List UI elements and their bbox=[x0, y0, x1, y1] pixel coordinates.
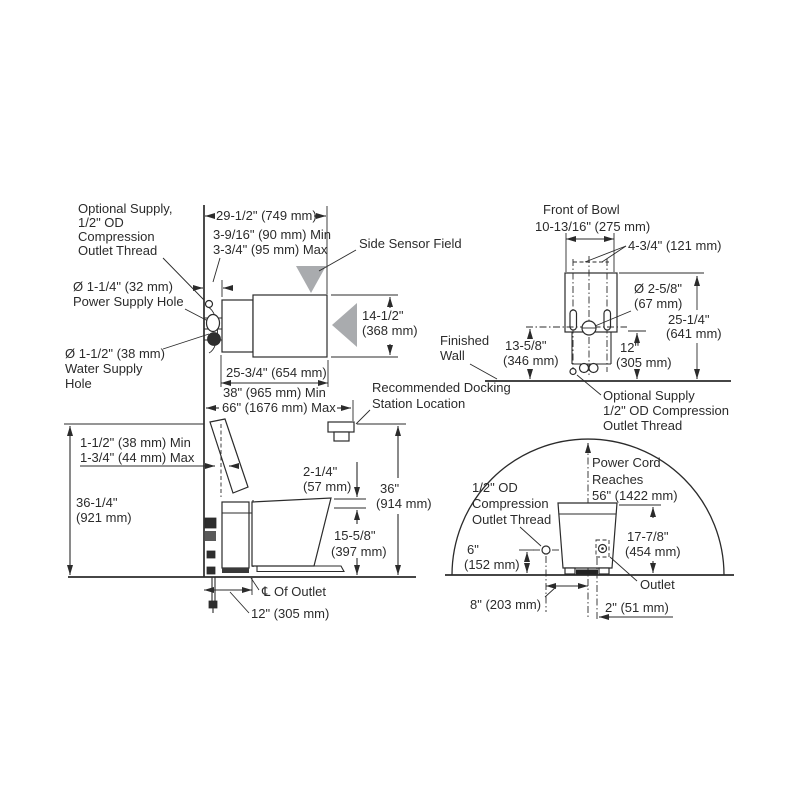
docking-label-line1: Recommended Docking bbox=[372, 380, 511, 395]
compression-line2: Compression bbox=[472, 496, 549, 511]
water-hole-line3: Hole bbox=[65, 376, 92, 391]
dim-25-1-4-line1: 25-1/4" bbox=[668, 312, 710, 327]
plan-view bbox=[440, 202, 731, 433]
dim-lid-min-label: 1-1/2" (38 mm) Min bbox=[80, 435, 191, 450]
dim-6 bbox=[464, 542, 534, 573]
dim-hole-line2: (67 mm) bbox=[634, 296, 683, 311]
wall-fitting-4 bbox=[207, 567, 215, 574]
tank-top bbox=[222, 300, 253, 352]
toilet-top-outline bbox=[204, 295, 327, 357]
dim-14-label-line1: 14-1/2" bbox=[362, 308, 404, 323]
outlet-text: Outlet bbox=[640, 577, 675, 592]
dim-29-1-2-label: 29-1/2" (749 mm) bbox=[216, 208, 317, 223]
water-supply-hole-label bbox=[65, 334, 209, 391]
dim-12-line1: 12" bbox=[620, 340, 640, 355]
dim-offset-min-label: 3-9/16" (90 mm) Min bbox=[213, 227, 332, 242]
dim-12-plan bbox=[616, 331, 672, 379]
dim-15-5-8-line1: 15-5/8" bbox=[334, 528, 376, 543]
toilet-rear-outline bbox=[558, 503, 617, 575]
power-cord-line2: Reaches bbox=[592, 472, 644, 487]
outlet-symbol-dot bbox=[601, 547, 604, 550]
dim-13-5-8-line1: 13-5/8" bbox=[505, 338, 547, 353]
dim-25-1-4-line2: (641 mm) bbox=[666, 326, 722, 341]
dim-25-3-4 bbox=[221, 355, 328, 387]
dim-36-1-4-line2: (921 mm) bbox=[76, 510, 132, 525]
wall-fitting-2 bbox=[205, 531, 216, 541]
dim-17-7-8-line1: 17-7/8" bbox=[627, 529, 669, 544]
compression-thread-symbol bbox=[542, 546, 550, 554]
dim-2-1-4-line2: (57 mm) bbox=[303, 479, 352, 494]
dim-6-line2: (152 mm) bbox=[464, 557, 520, 572]
dim-17-7-8-line2: (454 mm) bbox=[625, 544, 681, 559]
docking-station-base bbox=[334, 432, 349, 441]
rear-view bbox=[445, 439, 734, 619]
supply-valve bbox=[209, 601, 217, 608]
dim-36-label-line2: (914 mm) bbox=[376, 496, 432, 511]
power-hole-line2: Power Supply Hole bbox=[73, 294, 184, 309]
wall-fitting-1 bbox=[205, 518, 216, 528]
compression-line1: 1/2" OD bbox=[472, 480, 518, 495]
dim-lid-max-label: 1-3/4" (44 mm) Max bbox=[80, 450, 195, 465]
power-hole-line1: Ø 1-1/4" (32 mm) bbox=[73, 279, 173, 294]
docking-label-line2: Station Location bbox=[372, 396, 466, 411]
dim-66-label: 66" (1676 mm) Max bbox=[222, 400, 336, 415]
side-sensor-text: Side Sensor Field bbox=[359, 236, 462, 251]
finished-wall-label bbox=[440, 333, 497, 379]
dim-hole-line1: Ø 2-5/8" bbox=[634, 281, 682, 296]
rear-base-strip bbox=[576, 570, 598, 575]
dim-docking-distance bbox=[206, 385, 353, 421]
open-lid bbox=[210, 419, 248, 493]
foot-left bbox=[565, 568, 575, 574]
dim-offset-max-label: 3-3/4" (95 mm) Max bbox=[213, 242, 328, 257]
optional-supply-plan-line1: Optional Supply bbox=[603, 388, 695, 403]
dim-36-label-line1: 36" bbox=[380, 481, 400, 496]
dim-2-label: 2" (51 mm) bbox=[605, 600, 669, 615]
optional-supply-plan-line2: 1/2" OD Compression bbox=[603, 403, 729, 418]
dim-6-line1: 6" bbox=[467, 542, 479, 557]
dim-15-5-8-line2: (397 mm) bbox=[331, 544, 387, 559]
dim-rough-in bbox=[204, 578, 329, 621]
water-supply-hole bbox=[208, 333, 221, 346]
dim-12-side-label: 12" (305 mm) bbox=[251, 606, 330, 621]
dim-bolts bbox=[573, 238, 721, 262]
power-cord-line1: Power Cord bbox=[592, 455, 661, 470]
dim-17-7-8 bbox=[619, 505, 681, 573]
water-hole-line1: Ø 1-1/2" (38 mm) bbox=[65, 346, 165, 361]
power-cord-line3: 56" (1422 mm) bbox=[592, 488, 678, 503]
side-view bbox=[64, 419, 416, 621]
dim-38-label: 38" (965 mm) Min bbox=[223, 385, 326, 400]
side-sensor-label bbox=[319, 236, 462, 271]
dim-4-3-4-label: 4-3/4" (121 mm) bbox=[628, 238, 722, 253]
bowl-top bbox=[253, 295, 327, 357]
dim-25-3-4-label: 25-3/4" (654 mm) bbox=[226, 365, 327, 380]
dim-13-5-8 bbox=[503, 329, 559, 379]
tank-base-strip bbox=[222, 568, 249, 573]
optional-supply-plan-line3: Outlet Thread bbox=[603, 418, 683, 433]
optional-supply-line1: Optional Supply, bbox=[78, 201, 173, 216]
dim-8-label: 8" (203 mm) bbox=[470, 597, 542, 612]
dim-lid-clearance bbox=[80, 435, 238, 466]
optional-supply-line2: 1/2" OD bbox=[78, 215, 124, 230]
tank-side bbox=[222, 502, 249, 568]
finished-wall-line1: Finished bbox=[440, 333, 490, 348]
optional-supply-line4: Outlet Thread bbox=[78, 243, 158, 258]
dim-15-5-8 bbox=[331, 510, 387, 575]
toilet-rear-body bbox=[558, 503, 617, 568]
dim-13-5-8-line2: (346 mm) bbox=[503, 353, 559, 368]
optional-supply-line3: Compression bbox=[78, 229, 155, 244]
dim-10-13-16-label: 10-13/16" (275 mm) bbox=[535, 219, 651, 234]
foot-right bbox=[599, 568, 609, 574]
water-hole-line2: Water Supply bbox=[65, 361, 143, 376]
compression-label bbox=[472, 480, 551, 546]
front-of-bowl-label: Front of Bowl bbox=[543, 202, 620, 217]
dim-2-1-4-line1: 2-1/4" bbox=[303, 464, 338, 479]
cl-outlet-label: ℄ Of Outlet bbox=[262, 584, 326, 599]
power-supply-hole-label bbox=[73, 279, 208, 321]
docking-station bbox=[328, 380, 511, 441]
finished-wall-line2: Wall bbox=[440, 348, 465, 363]
dim-12-line2: (305 mm) bbox=[616, 355, 672, 370]
power-supply-hole bbox=[207, 315, 220, 332]
wall-fitting-3 bbox=[207, 551, 215, 558]
compression-line3: Outlet Thread bbox=[472, 512, 552, 527]
supply-hole-2 bbox=[589, 364, 598, 373]
dim-14-label-line2: (368 mm) bbox=[362, 323, 418, 338]
docking-station-top bbox=[328, 422, 354, 432]
optional-supply-hole bbox=[206, 301, 213, 308]
optional-supply-plan-label bbox=[577, 375, 729, 433]
sensor-field-triangle-side bbox=[332, 303, 357, 347]
optional-supply-hole-plan bbox=[570, 369, 576, 375]
dim-36-1-4-line1: 36-1/4" bbox=[76, 495, 118, 510]
dim-8 bbox=[470, 586, 588, 612]
bowl-base bbox=[257, 566, 344, 572]
supply-hole-1 bbox=[580, 364, 589, 373]
bowl-side bbox=[252, 498, 331, 566]
